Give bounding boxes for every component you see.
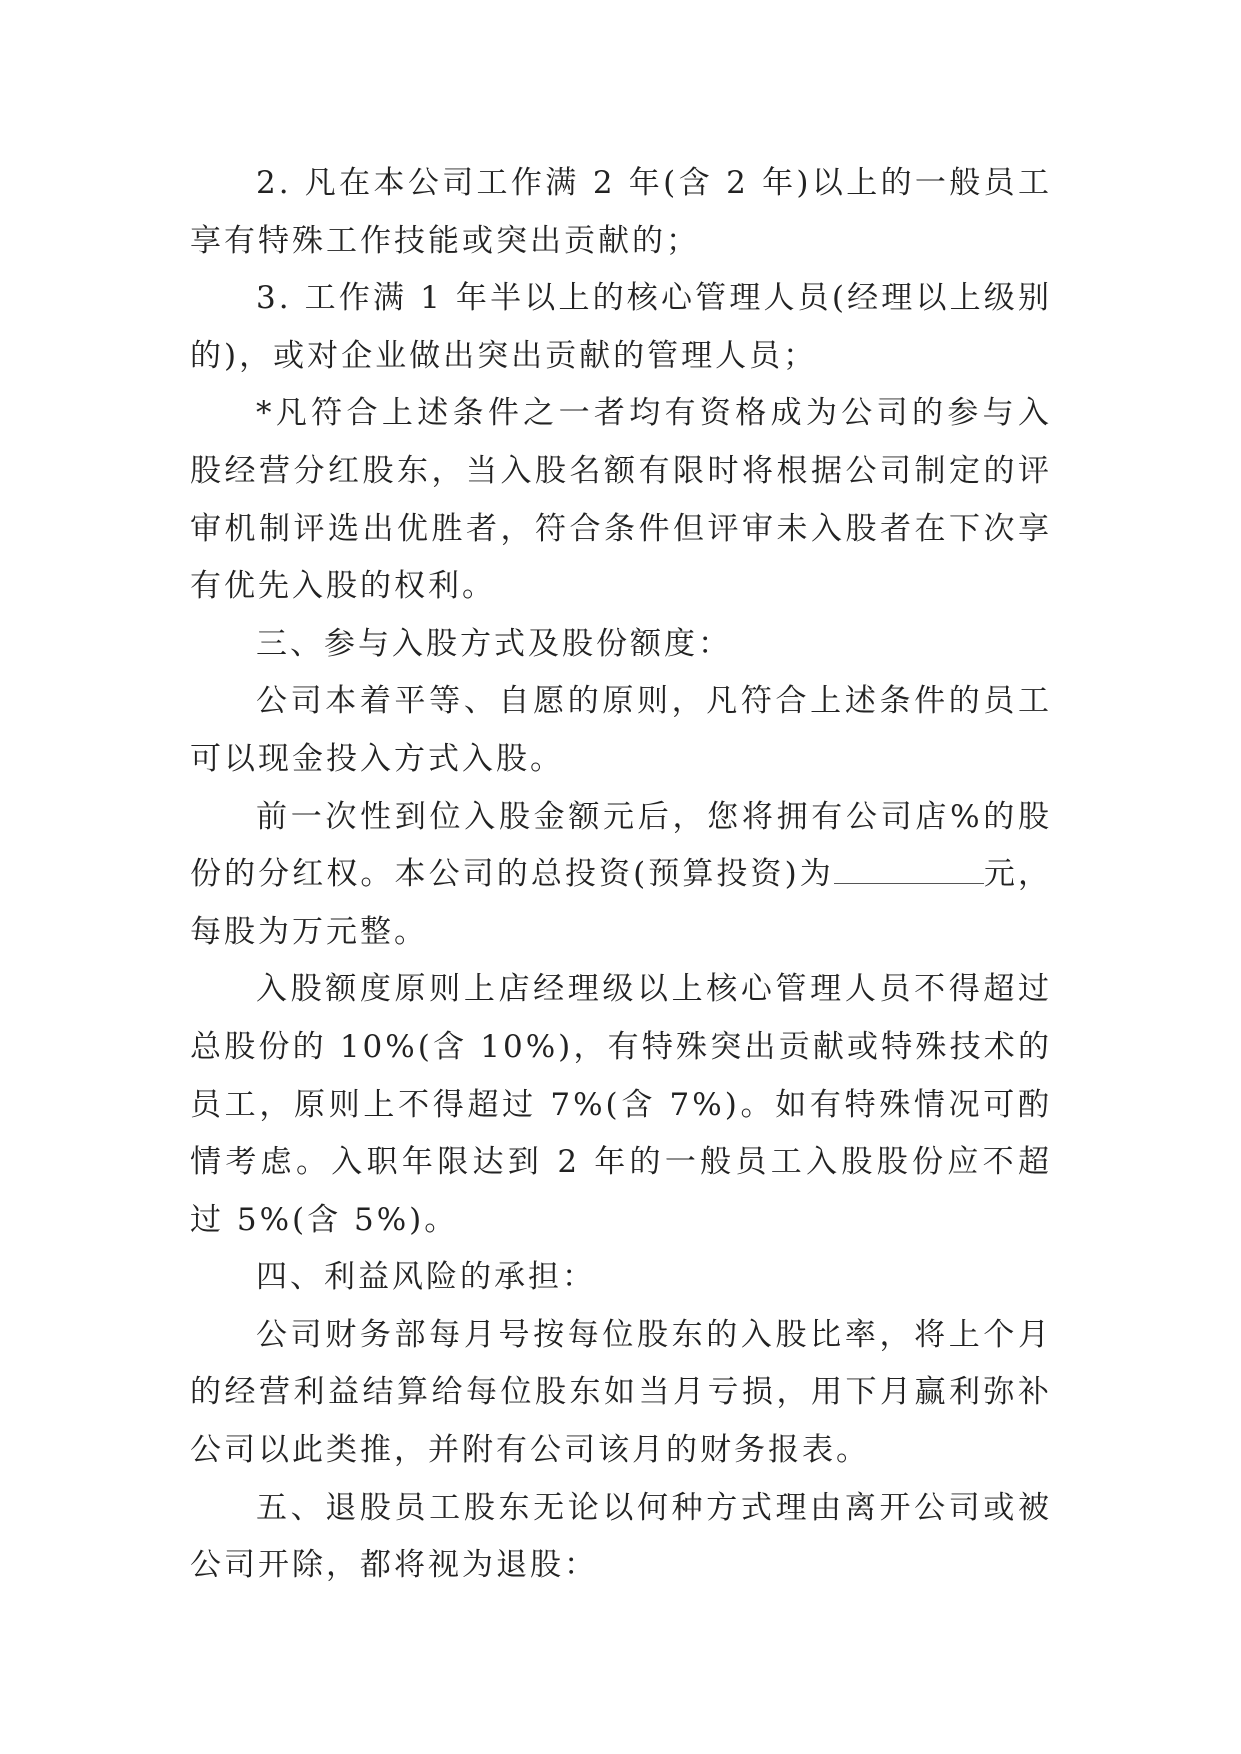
document-body	[190, 155, 1052, 1595]
section-heading-5: 五、退股员工股东无论以何种方式理由离开公司或被公司开除，都将视为退股：	[190, 1489, 1052, 1584]
paragraph-condition-3: 3. 工作满 1 年半以上的核心管理人员(经理以上级别的)，或对企业做出突出贡献的管理人员；	[190, 280, 1052, 374]
investment-text-after-blank: 元，每股为万元整。	[190, 856, 1053, 950]
paragraph-cash-investment: 公司本着平等、自愿的原则，凡符合上述条件的员工可以现金投入方式入股。	[190, 683, 1052, 777]
paragraph-profit-settlement: 公司财务部每月号按每位股东的入股比率，将上个月的经营利益结算给每位股东如当月亏损，用下月赢利弥补公司以此类推，并附有公司该月的财务报表。	[190, 1316, 1052, 1469]
paragraph-eligibility-note: *凡符合上述条件之一者均有资格成为公司的参与入股经营分红股东，当入股名额有限时将根据公司制定的评审机制评选出优胜者，符合条件但评审未入股者在下次享有优先入股的权利。	[190, 395, 1052, 605]
paragraph-investment-amount	[190, 789, 1052, 962]
investment-text-before-blank: 前一次性到位入股金额元后，您将拥有公司店%的股份的分红权。本公司的总投资(预算投资)为	[190, 798, 1052, 893]
section-heading-4: 四、利益风险的承担：	[256, 1259, 596, 1296]
total-investment-blank	[834, 853, 984, 884]
paragraph-share-limits: 入股额度原则上店经理级以上核心管理人员不得超过总股份的 10%(含 10%)，有特殊突出贡献或特殊技术的员工，原则上不得超过 7%(含 7%)。如有特殊情况可酌情考虑。入职年限达到 2 年的一般员工入股股份应不超过 5%(含 5%)。	[190, 971, 1052, 1238]
paragraph-condition-2: 2. 凡在本公司工作满 2 年(含 2 年)以上的一般员工享有特殊工作技能或突出贡献的；	[190, 165, 1052, 259]
section-heading-3: 三、参与入股方式及股份额度：	[256, 625, 732, 662]
